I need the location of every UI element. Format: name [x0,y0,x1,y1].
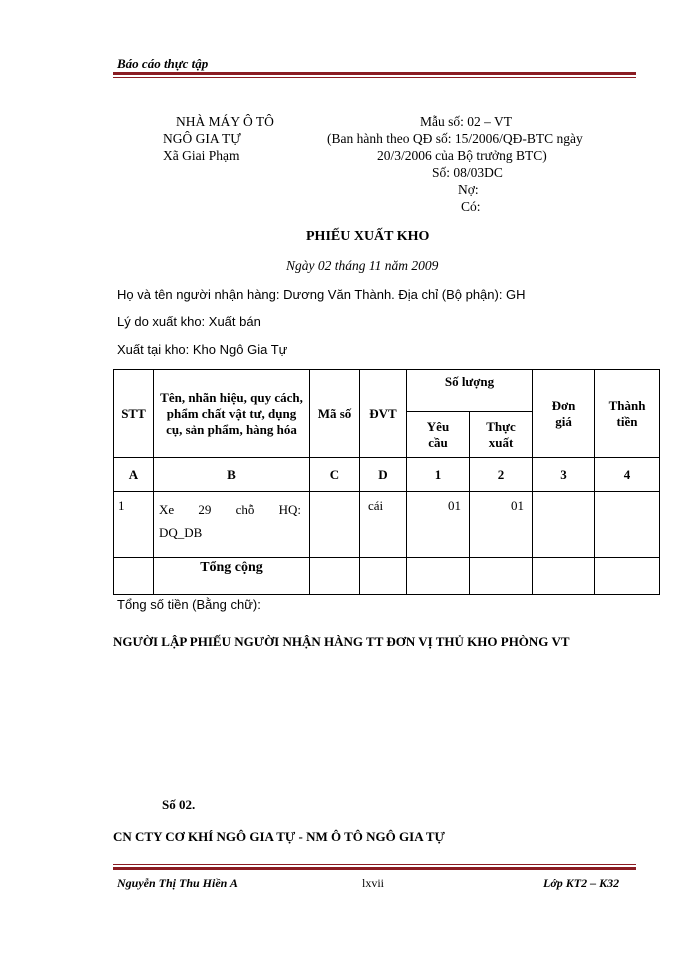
form-number: Mẫu số: 02 – VT [420,114,513,129]
total-empty-cell [407,558,470,595]
code-cell: D [360,458,407,492]
header-rule-thin [113,77,636,78]
total-empty-cell [360,558,407,595]
table-code-row [114,458,660,492]
header-requested: Yêu cầu [407,412,470,458]
receiver-line: Họ và tên người nhận hàng: Dương Văn Thành. Địa chỉ (Bộ phận): GH [117,287,526,302]
document-number: Số: 08/03DC [432,165,503,180]
row-code [310,492,360,558]
header-unit: ĐVT [360,370,407,458]
code-cell: 4 [595,458,660,492]
row-amount [595,492,660,558]
code-cell: 1 [407,458,470,492]
issue-table [113,369,660,595]
signature-line: NGƯỜI LẬP PHIẾU NGƯỜI NHẬN HÀNG TT ĐƠN VỊ THỦ KHO PHÒNG VT [113,634,570,649]
table-row [114,492,660,558]
code-cell: A [114,458,154,492]
total-empty-cell [595,558,660,595]
header-quantity: Số lượng [407,370,533,412]
next-doc-number: Số 02. [162,797,196,812]
row-unit: cái [360,492,407,558]
amount-in-words: Tổng số tiền (Bằng chữ): [117,597,261,612]
header-stt: STT [114,370,154,458]
table-header-row [114,370,660,412]
code-cell: 2 [470,458,533,492]
header-issued: Thực xuất [470,412,533,458]
total-empty-cell [533,558,595,595]
footer-page-number: lxvii [362,876,385,890]
footer-class: Lớp KT2 – K32 [543,876,620,890]
document-date: Ngày 02 tháng 11 năm 2009 [286,258,439,273]
org-line-1: NHÀ MÁY Ô TÔ [176,114,274,129]
org-line-3: Xã Giai Phạm [163,148,240,163]
code-cell: C [310,458,360,492]
credit-label: Có: [461,199,481,214]
code-cell: 3 [533,458,595,492]
header-unit-price: Đơn giá [533,370,595,458]
reason-line: Lý do xuất kho: Xuất bán [117,314,261,329]
footer-author: Nguyễn Thị Thu Hiền A [117,876,238,890]
issuance-line-2: 20/3/2006 của Bộ trưởng BTC) [377,148,547,163]
row-stt: 1 [114,492,154,558]
issuance-line-1: (Ban hành theo QĐ số: 15/2006/QĐ-BTC ngày [327,131,583,146]
header-rule-thick [113,72,636,75]
row-unit-price [533,492,595,558]
row-requested-qty: 01 [407,492,470,558]
debit-label: Nợ: [458,182,479,197]
code-cell: B [154,458,310,492]
total-label: Tổng cộng [154,558,310,595]
header-amount: Thành tiền [595,370,660,458]
header-item-name: Tên, nhãn hiệu, quy cách, phẩm chất vật tư, dụng cụ, sản phẩm, hàng hóa [154,370,310,458]
warehouse-line: Xuất tại kho: Kho Ngô Gia Tự [117,342,288,357]
company-name: CN CTY CƠ KHÍ NGÔ GIA TỰ - NM Ô TÔ NGÔ GIA TỰ [113,829,445,844]
org-line-2: NGÔ GIA TỰ [163,131,241,146]
row-item-name: Xe 29 chỗ HQ: DQ_DB [154,492,310,558]
total-empty-cell [310,558,360,595]
document-title: PHIẾU XUẤT KHO [306,229,430,244]
footer-rule-thick [113,867,636,870]
total-empty-cell [470,558,533,595]
table-total-row [114,558,660,595]
report-header-title: Báo cáo thực tập [117,56,209,71]
footer-rule-thin [113,864,636,865]
row-issued-qty: 01 [470,492,533,558]
total-stt-cell [114,558,154,595]
header-code: Mã số [310,370,360,458]
